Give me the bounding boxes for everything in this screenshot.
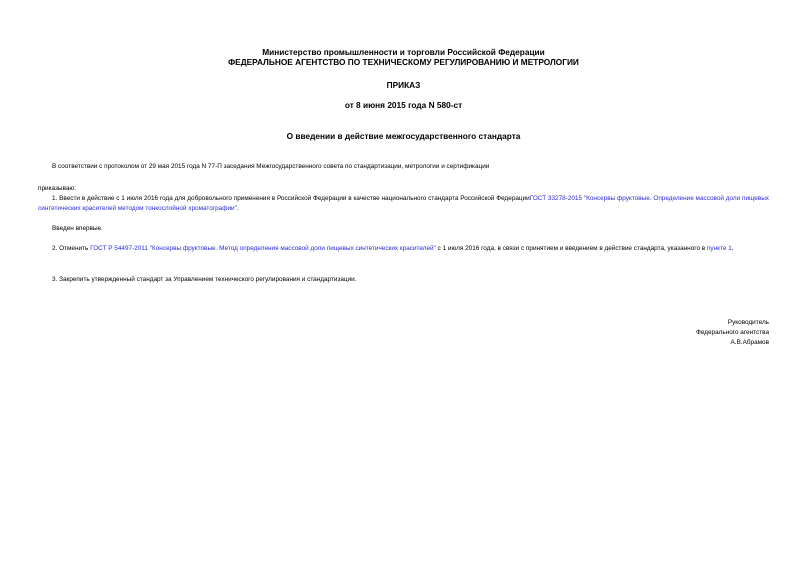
agency-title: ФЕДЕРАЛЬНОЕ АГЕНТСТВО ПО ТЕХНИЧЕСКОМУ РЕГУЛИРОВАНИЮ И МЕТРОЛОГИИ xyxy=(228,57,579,67)
order-subject: О введении в действие межгосударственного стандарта xyxy=(286,131,521,141)
gost-r-54497-link[interactable]: ГОСТ Р 54497-2011 "Консервы фруктовые. Метод определения массовой доли пищевых синтетических красителей" xyxy=(90,245,436,252)
clause-1-link[interactable]: пункте 1 xyxy=(706,245,732,252)
gost-33278-link[interactable]: ГОСТ 33278-2015 "Консервы фруктовые. Определение массовой доли пищевых синтетических красителей методом тонкослойной хроматографии" xyxy=(38,195,769,212)
intro-paragraph: В соответствии с протоколом от 29 мая 2015 года N 77-П заседания Межгосударственного совета по стандартизации, метрологии и сертификации xyxy=(52,163,490,170)
order-date: от 8 июня 2015 года N 580-ст xyxy=(344,100,463,110)
item-2-middle: с 1 июля 2016 года, в связи с принятием и введением в действие стандарта, указанного в xyxy=(435,245,707,252)
item-2-paragraph xyxy=(38,244,769,254)
item-3-paragraph: 3. Закрепить утвержденный стандарт за Управлением технического регулирования и стандартизации. xyxy=(52,276,357,283)
signature-position: Руководитель xyxy=(727,319,769,326)
ministry-title: Министерство промышленности и торговли Российской Федерации xyxy=(262,47,545,57)
item-2-text: 2. Отменить xyxy=(52,245,91,252)
item-1-text: 1. Ввести в действие с 1 июля 2016 года для добровольного применения в Российской Федерации в качестве национального стандарта Российской Федерации xyxy=(52,195,530,202)
order-word: ПРИКАЗ xyxy=(386,80,421,90)
signature-agency: Федерального агентства xyxy=(695,329,769,336)
signature-name: А.В.Абрамов xyxy=(730,339,769,346)
item-1-end: . xyxy=(236,204,239,212)
introduced-first-note: Введен впервые. xyxy=(52,225,103,232)
order-verb: приказываю: xyxy=(38,185,76,192)
item-1-paragraph xyxy=(38,194,769,213)
item-2-end: . xyxy=(731,245,734,252)
